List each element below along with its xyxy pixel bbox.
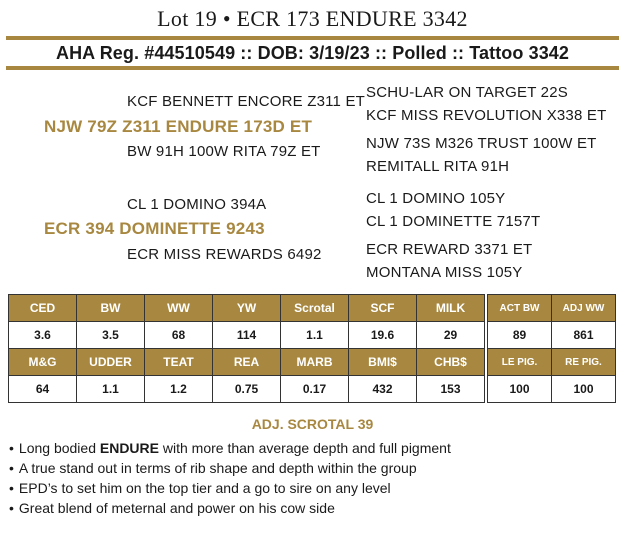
epd-header-chb: CHB$ — [417, 349, 485, 376]
sire-sire: KCF BENNETT ENCORE Z311 ET — [127, 93, 366, 110]
note-text: Long bodied — [18, 440, 100, 456]
value-le-pig: 100 — [488, 376, 552, 403]
adj-scrotal: ADJ. SCROTAL 39 — [251, 416, 374, 432]
bullet-icon: • — [9, 500, 14, 516]
note-text: EPD’s to set him on the top tier and a go to sire on any level — [18, 480, 391, 496]
note-item — [9, 498, 451, 518]
sire-sire-sire: SCHU-LAR ON TARGET 22S — [366, 84, 568, 101]
bullet-icon: • — [9, 460, 14, 476]
measure-value-row — [488, 376, 616, 403]
measure-header-row — [488, 349, 616, 376]
epd-value-scf: 19.6 — [349, 322, 417, 349]
sire-name: NJW 79Z Z311 ENDURE 173D ET — [44, 117, 313, 136]
epd-value-milk: 29 — [417, 322, 485, 349]
value-adj-ww: 861 — [552, 322, 616, 349]
value-re-pig: 100 — [552, 376, 616, 403]
note-item — [9, 438, 451, 458]
dam-sire-dam: CL 1 DOMINETTE 7157T — [366, 213, 541, 230]
epd-header-row — [9, 349, 485, 376]
epd-value-yw: 114 — [213, 322, 281, 349]
notes-list — [9, 438, 451, 518]
bullet-icon: • — [9, 480, 14, 496]
epd-value-bw: 3.5 — [77, 322, 145, 349]
dam-dam: ECR MISS REWARDS 6492 — [127, 246, 322, 263]
epd-header-udder: UDDER — [77, 349, 145, 376]
epd-header-row — [9, 295, 485, 322]
epd-value-rea: 0.75 — [213, 376, 281, 403]
epd-header-scrotal: Scrotal — [281, 295, 349, 322]
note-item — [9, 478, 451, 498]
epd-value-ced: 3.6 — [9, 322, 77, 349]
note-text: Great blend of meternal and power on his cow side — [18, 500, 335, 516]
epd-header-ww: WW — [145, 295, 213, 322]
epd-value-udder: 1.1 — [77, 376, 145, 403]
epd-value-bmi: 432 — [349, 376, 417, 403]
epd-header-bw: BW — [77, 295, 145, 322]
epd-header-milk: MILK — [417, 295, 485, 322]
sire-sire-dam: KCF MISS REVOLUTION X338 ET — [366, 107, 607, 124]
measure-header-row — [488, 295, 616, 322]
dam-sire-sire: CL 1 DOMINO 105Y — [366, 190, 506, 207]
sire-dam: BW 91H 100W RITA 79Z ET — [127, 143, 321, 160]
epd-header-yw: YW — [213, 295, 281, 322]
note-emphasis: ENDURE — [99, 440, 159, 456]
measure-value-row — [488, 322, 616, 349]
epd-value-chb: 153 — [417, 376, 485, 403]
epd-value-scrotal: 1.1 — [281, 322, 349, 349]
registration-bar: AHA Reg. #44510549 :: DOB: 3/19/23 :: Polled :: Tattoo 3342 — [6, 36, 619, 70]
epd-value-ww: 68 — [145, 322, 213, 349]
dam-dam-sire: ECR REWARD 3371 ET — [366, 241, 533, 258]
epd-value-mg: 64 — [9, 376, 77, 403]
header-le-pig: LE PIG. — [488, 349, 552, 376]
epd-value-row — [9, 322, 485, 349]
epd-value-marb: 0.17 — [281, 376, 349, 403]
sire-dam-sire: NJW 73S M326 TRUST 100W ET — [366, 135, 597, 152]
epd-header-mg: M&G — [9, 349, 77, 376]
epd-header-marb: MARB — [281, 349, 349, 376]
value-act-bw: 89 — [488, 322, 552, 349]
note-text: A true stand out in terms of rib shape and depth within the group — [18, 460, 417, 476]
epd-header-teat: TEAT — [145, 349, 213, 376]
dam-sire: CL 1 DOMINO 394A — [127, 196, 267, 213]
epd-header-bmi: BMI$ — [349, 349, 417, 376]
note-item — [9, 458, 451, 478]
header-act-bw: ACT BW — [488, 295, 552, 322]
epd-header-rea: REA — [213, 349, 281, 376]
actual-measures-table — [487, 294, 616, 403]
header-adj-ww: ADJ WW — [552, 295, 616, 322]
sire-dam-dam: REMITALL RITA 91H — [366, 158, 510, 175]
epd-value-row — [9, 376, 485, 403]
lot-title: Lot 19 • ECR 173 ENDURE 3342 — [157, 6, 468, 31]
epd-value-teat: 1.2 — [145, 376, 213, 403]
epd-header-scf: SCF — [349, 295, 417, 322]
bullet-icon: • — [9, 440, 14, 456]
epd-header-ced: CED — [9, 295, 77, 322]
note-text: with more than average depth and full pigment — [159, 440, 451, 456]
epd-table — [8, 294, 485, 403]
header-re-pig: RE PIG. — [552, 349, 616, 376]
dam-name: ECR 394 DOMINETTE 9243 — [44, 219, 265, 238]
dam-dam-dam: MONTANA MISS 105Y — [366, 264, 523, 281]
